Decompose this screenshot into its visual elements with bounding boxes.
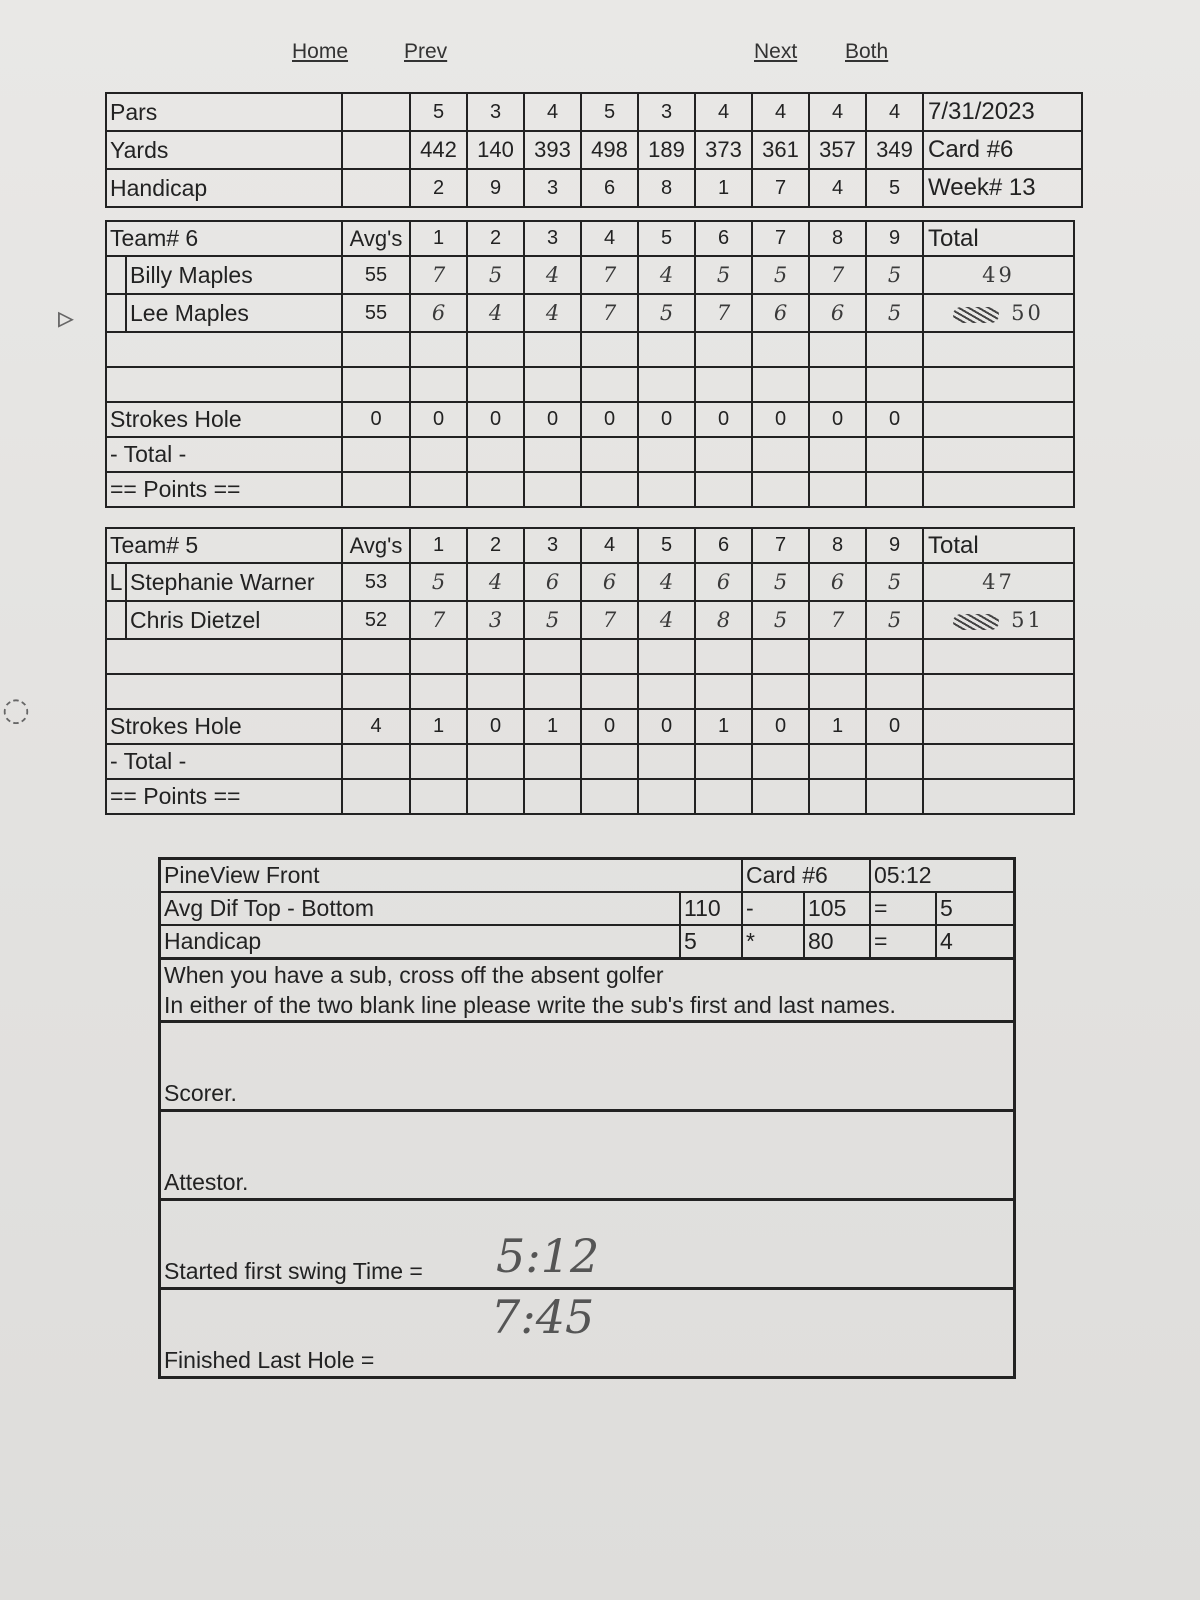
par-cell: 4 [866, 93, 923, 131]
handicap-cell: 4 [809, 169, 866, 207]
hole-number: 8 [809, 221, 866, 256]
strokes-cell: 1 [695, 709, 752, 744]
note-line-1: When you have a sub, cross off the absent golfer [164, 962, 664, 988]
strokes-cell: 0 [752, 402, 809, 437]
total-cell [638, 744, 695, 779]
hole-number: 3 [524, 528, 581, 563]
player-total[interactable] [923, 256, 1074, 294]
blank-cell[interactable] [923, 639, 1074, 674]
points-cell [866, 779, 923, 814]
hole-number: 4 [581, 528, 638, 563]
course-row [161, 860, 1013, 893]
blank-cell[interactable] [467, 332, 524, 367]
par-cell: 4 [695, 93, 752, 131]
total-cell [695, 437, 752, 472]
player-row [106, 256, 1074, 294]
total-cell [695, 744, 752, 779]
pars-row [106, 93, 1082, 131]
blank-cell[interactable] [752, 367, 809, 402]
team-total-row [106, 437, 1074, 472]
team-table [105, 220, 1075, 508]
course-name: PineView Front [161, 860, 743, 891]
handicap-cell: 3 [524, 169, 581, 207]
hole-score[interactable]: 6 [695, 563, 752, 601]
handicap-cell: 6 [581, 169, 638, 207]
total-cell [923, 744, 1074, 779]
note-line-2: In either of the two blank line please write the sub's first and last names. [164, 992, 896, 1018]
margin-mark: ◌ [2, 690, 30, 728]
total-cell [342, 437, 410, 472]
handicap-cell: 9 [467, 169, 524, 207]
strokes-cell: 1 [524, 709, 581, 744]
strokes-cell: 1 [410, 709, 467, 744]
handicap-row [106, 169, 1082, 207]
strokes-cell: 0 [752, 709, 809, 744]
hole-score[interactable]: 3 [467, 601, 524, 639]
blank-cell[interactable] [695, 367, 752, 402]
blank-cell[interactable] [695, 332, 752, 367]
hole-score[interactable]: 6 [581, 563, 638, 601]
hole-number: 9 [866, 528, 923, 563]
total-cell [923, 437, 1074, 472]
total-row-label: - Total - [106, 744, 342, 779]
blank-cell[interactable] [410, 674, 467, 709]
player-total-value: 47 [982, 570, 1015, 594]
strokes-label: Strokes Hole [106, 709, 342, 744]
player-total[interactable] [923, 294, 1074, 332]
scorer-field[interactable] [161, 1023, 1013, 1112]
total-cell [467, 437, 524, 472]
avg-header: Avg's [342, 528, 410, 563]
total-cell [342, 744, 410, 779]
blank-cell[interactable] [581, 674, 638, 709]
hole-score[interactable]: 7 [581, 256, 638, 294]
player-marker [107, 257, 127, 293]
blank-cell[interactable] [638, 367, 695, 402]
points-cell [342, 779, 410, 814]
finished-value: 7:45 [491, 1290, 595, 1344]
total-header: Total [923, 221, 1074, 256]
team-label: Team# 6 [106, 221, 342, 256]
avg-top: 110 [681, 893, 743, 924]
strokes-cell: 0 [638, 402, 695, 437]
hcp-op: * [743, 926, 805, 957]
hole-score[interactable]: 5 [866, 294, 923, 332]
yard-cell: 373 [695, 131, 752, 169]
points-cell [410, 472, 467, 507]
points-cell [752, 472, 809, 507]
points-row [106, 779, 1074, 814]
points-cell [467, 472, 524, 507]
strokes-cell: 0 [524, 402, 581, 437]
player-row [106, 563, 1074, 601]
yard-cell: 498 [581, 131, 638, 169]
strokes-avg: 0 [342, 402, 410, 437]
par-cell: 5 [410, 93, 467, 131]
hole-number: 7 [752, 221, 809, 256]
blank-cell[interactable] [752, 674, 809, 709]
strokes-cell: 0 [581, 709, 638, 744]
player-total[interactable] [923, 563, 1074, 601]
hole-score[interactable]: 5 [695, 256, 752, 294]
hcp-result: 4 [940, 928, 953, 954]
total-cell [524, 437, 581, 472]
player-name: Stephanie Warner [130, 568, 315, 595]
yard-cell: 349 [866, 131, 923, 169]
week-number: Week# 13 [923, 169, 1082, 207]
scorer-label: Scorer. [164, 1080, 237, 1106]
points-cell [809, 779, 866, 814]
hole-score[interactable]: 5 [866, 256, 923, 294]
hcp-eq: = [871, 926, 937, 957]
strokes-cell: 0 [866, 402, 923, 437]
finished-label: Finished Last Hole = [164, 1347, 375, 1373]
hole-score[interactable]: 7 [410, 256, 467, 294]
hole-score[interactable]: 4 [524, 256, 581, 294]
total-header: Total [923, 528, 1074, 563]
blank-cell[interactable] [923, 332, 1074, 367]
hole-number: 4 [581, 221, 638, 256]
blank-cell[interactable] [923, 674, 1074, 709]
player-avg: 52 [342, 601, 410, 639]
handicap-label: Handicap [106, 169, 342, 207]
player-total-value: 51 [1011, 608, 1044, 632]
yard-cell: 189 [638, 131, 695, 169]
hole-score[interactable]: 5 [866, 563, 923, 601]
yard-cell: 442 [410, 131, 467, 169]
strokes-avg: 4 [342, 709, 410, 744]
hcp-b: 80 [805, 926, 871, 957]
points-cell [695, 779, 752, 814]
blank-cell[interactable] [410, 332, 467, 367]
player-avg: 53 [342, 563, 410, 601]
strokes-cell: 1 [809, 709, 866, 744]
started-field[interactable] [161, 1201, 1013, 1290]
hole-score[interactable]: 5 [467, 256, 524, 294]
points-label: == Points == [106, 779, 342, 814]
total-row-label: - Total - [106, 437, 342, 472]
hole-number: 6 [695, 528, 752, 563]
par-cell: 5 [581, 93, 638, 131]
blank-cell[interactable] [638, 332, 695, 367]
player-name: Billy Maples [130, 261, 253, 288]
nav-both-link[interactable]: Both [845, 40, 889, 63]
hole-number: 1 [410, 221, 467, 256]
sub-instructions [161, 960, 1013, 1023]
hole-score[interactable]: 4 [638, 256, 695, 294]
sub-blank-row [106, 367, 1074, 402]
total-cell [752, 744, 809, 779]
total-cell [638, 437, 695, 472]
hole-score[interactable]: 5 [752, 256, 809, 294]
blank-cell[interactable] [809, 674, 866, 709]
points-cell [866, 472, 923, 507]
blank-cell[interactable] [695, 639, 752, 674]
hole-score[interactable]: 5 [410, 563, 467, 601]
sub-blank-row [106, 332, 1074, 367]
hole-score[interactable]: 7 [410, 601, 467, 639]
player-name: Lee Maples [130, 299, 249, 326]
blank-cell[interactable] [342, 674, 410, 709]
blank-cell[interactable] [581, 639, 638, 674]
strokes-cell: 0 [467, 709, 524, 744]
total-cell [866, 437, 923, 472]
crossed-out-scribble [953, 307, 999, 323]
sub-blank-row [106, 639, 1074, 674]
blank-cell[interactable] [106, 332, 342, 367]
pars-label: Pars [106, 93, 342, 131]
points-cell [923, 779, 1074, 814]
nav-home-link[interactable]: Home [292, 40, 349, 63]
handicap-cell: 8 [638, 169, 695, 207]
started-label: Started first swing Time = [164, 1258, 423, 1284]
hole-score[interactable]: 6 [752, 294, 809, 332]
player-total-value: 50 [1011, 301, 1044, 325]
par-cell: 4 [524, 93, 581, 131]
finished-field[interactable] [161, 1290, 1013, 1376]
hole-score[interactable]: 4 [638, 563, 695, 601]
par-cell: 3 [638, 93, 695, 131]
strokes-cell: 0 [638, 709, 695, 744]
blank-cell[interactable] [866, 674, 923, 709]
total-cell [467, 744, 524, 779]
hole-number: 5 [638, 221, 695, 256]
hole-score[interactable]: 8 [695, 601, 752, 639]
blank-cell[interactable] [106, 674, 342, 709]
strokes-cell: 0 [866, 709, 923, 744]
points-cell [524, 472, 581, 507]
player-marker [107, 295, 127, 331]
strokes-row [106, 709, 1074, 744]
margin-mark: ▹ [58, 298, 75, 336]
yard-cell: 140 [467, 131, 524, 169]
blank-cell[interactable] [106, 367, 342, 402]
points-cell [809, 472, 866, 507]
total-cell [752, 437, 809, 472]
strokes-cell: 0 [581, 402, 638, 437]
yard-cell: 357 [809, 131, 866, 169]
hcp-a: 5 [681, 926, 743, 957]
hole-score[interactable]: 6 [809, 563, 866, 601]
points-label: == Points == [106, 472, 342, 507]
points-cell [752, 779, 809, 814]
points-cell [923, 472, 1074, 507]
blank-cell[interactable] [524, 674, 581, 709]
hole-number: 2 [467, 528, 524, 563]
yard-cell: 393 [524, 131, 581, 169]
blank-cell[interactable] [809, 332, 866, 367]
hole-number: 7 [752, 528, 809, 563]
points-cell [467, 779, 524, 814]
points-cell [695, 472, 752, 507]
hole-score[interactable]: 7 [809, 256, 866, 294]
player-marker [107, 602, 127, 638]
points-cell [524, 779, 581, 814]
blank-cell[interactable] [524, 332, 581, 367]
player-name-cell[interactable] [106, 563, 342, 601]
hole-number: 2 [467, 221, 524, 256]
hole-score[interactable]: 5 [638, 294, 695, 332]
hole-score[interactable]: 7 [581, 601, 638, 639]
points-row [106, 472, 1074, 507]
strokes-label: Strokes Hole [106, 402, 342, 437]
hole-number: 1 [410, 528, 467, 563]
avg-op: - [743, 893, 805, 924]
hole-score[interactable]: 6 [524, 563, 581, 601]
hole-score[interactable]: 4 [467, 563, 524, 601]
course-table [105, 92, 1083, 208]
team-header-row [106, 221, 1074, 256]
blank-cell[interactable] [809, 367, 866, 402]
avg-eq: = [871, 893, 937, 924]
points-cell [342, 472, 410, 507]
blank-cell[interactable] [467, 674, 524, 709]
blank-cell[interactable] [581, 332, 638, 367]
team-label: Team# 5 [106, 528, 342, 563]
date: 7/31/2023 [923, 93, 1082, 131]
blank-cell[interactable] [866, 332, 923, 367]
card-number: Card #6 [923, 131, 1082, 169]
blank-cell[interactable] [638, 674, 695, 709]
points-cell [581, 779, 638, 814]
started-value: 5:12 [496, 1229, 600, 1283]
hole-number: 9 [866, 221, 923, 256]
player-total[interactable] [923, 601, 1074, 639]
blank-cell[interactable] [410, 367, 467, 402]
avg-bottom: 105 [805, 893, 871, 924]
yards-row [106, 131, 1082, 169]
par-cell: 4 [752, 93, 809, 131]
attestor-label: Attestor. [164, 1169, 249, 1195]
blank-cell[interactable] [752, 639, 809, 674]
player-name-cell[interactable] [106, 601, 342, 639]
points-cell [638, 779, 695, 814]
avg-dif-row [161, 893, 1013, 926]
hole-score[interactable]: 4 [467, 294, 524, 332]
hole-score[interactable]: 5 [752, 563, 809, 601]
player-avg: 55 [342, 294, 410, 332]
hole-score[interactable]: 6 [809, 294, 866, 332]
points-cell [638, 472, 695, 507]
info-box [158, 857, 1016, 1379]
team-total-row [106, 744, 1074, 779]
hole-score[interactable]: 5 [866, 601, 923, 639]
blank-cell[interactable] [342, 367, 410, 402]
blank-cell[interactable] [524, 639, 581, 674]
avg-header: Avg's [342, 221, 410, 256]
crossed-out-scribble [953, 614, 999, 630]
par-cell: 3 [467, 93, 524, 131]
hole-number: 6 [695, 221, 752, 256]
hole-score[interactable]: 4 [524, 294, 581, 332]
hole-score[interactable]: 6 [410, 294, 467, 332]
strokes-cell: 0 [467, 402, 524, 437]
handicap-cell: 1 [695, 169, 752, 207]
hole-score[interactable]: 5 [524, 601, 581, 639]
blank-cell[interactable] [581, 367, 638, 402]
hole-number: 8 [809, 528, 866, 563]
blank-cell[interactable] [342, 639, 410, 674]
total-cell [410, 437, 467, 472]
blank-cell[interactable] [923, 367, 1074, 402]
blank-cell[interactable] [524, 367, 581, 402]
total-cell [866, 744, 923, 779]
start-time: 05:12 [874, 862, 932, 888]
team-header-row [106, 528, 1074, 563]
player-total-value: 49 [982, 263, 1015, 287]
blank-cell[interactable] [752, 332, 809, 367]
total-cell [524, 744, 581, 779]
hole-score[interactable]: 5 [752, 601, 809, 639]
handicap-cell: 7 [752, 169, 809, 207]
points-cell [410, 779, 467, 814]
blank-cell[interactable] [106, 639, 342, 674]
blank-cell[interactable] [467, 639, 524, 674]
hole-number: 5 [638, 528, 695, 563]
handicap-cell: 2 [410, 169, 467, 207]
player-name-cell[interactable] [106, 294, 342, 332]
total-cell [581, 744, 638, 779]
blank-cell[interactable] [809, 639, 866, 674]
yards-label: Yards [106, 131, 342, 169]
total-cell [809, 437, 866, 472]
total-cell [410, 744, 467, 779]
hole-score[interactable]: 7 [809, 601, 866, 639]
player-name-cell[interactable] [106, 256, 342, 294]
yard-cell: 361 [752, 131, 809, 169]
total-cell [581, 437, 638, 472]
attestor-field[interactable] [161, 1112, 1013, 1201]
blank-cell[interactable] [638, 639, 695, 674]
player-avg: 55 [342, 256, 410, 294]
hole-score[interactable]: 7 [695, 294, 752, 332]
player-marker: L [107, 564, 127, 600]
strokes-cell: 0 [809, 402, 866, 437]
par-cell: 4 [809, 93, 866, 131]
blank-cell[interactable] [866, 367, 923, 402]
strokes-cell: 0 [410, 402, 467, 437]
avg-result: 5 [940, 895, 953, 921]
nav-next-link[interactable]: Next [754, 40, 798, 63]
hcp-label: Handicap [161, 926, 681, 957]
hole-score[interactable]: 4 [638, 601, 695, 639]
blank-cell[interactable] [695, 674, 752, 709]
points-cell [581, 472, 638, 507]
player-row [106, 294, 1074, 332]
avg-dif-label: Avg Dif Top - Bottom [161, 893, 681, 924]
total-cell [809, 744, 866, 779]
handicap-cell: 5 [866, 169, 923, 207]
strokes-cell: 0 [695, 402, 752, 437]
player-row [106, 601, 1074, 639]
blank-cell[interactable] [467, 367, 524, 402]
hole-number: 3 [524, 221, 581, 256]
player-name: Chris Dietzel [130, 606, 261, 633]
team-table [105, 527, 1075, 815]
strokes-row [106, 402, 1074, 437]
hcp-row [161, 926, 1013, 960]
blank-cell[interactable] [410, 639, 467, 674]
sub-blank-row [106, 674, 1074, 709]
blank-cell[interactable] [866, 639, 923, 674]
info-card: Card #6 [743, 860, 871, 891]
hole-score[interactable]: 7 [581, 294, 638, 332]
nav-prev-link[interactable]: Prev [404, 40, 448, 63]
blank-cell[interactable] [342, 332, 410, 367]
